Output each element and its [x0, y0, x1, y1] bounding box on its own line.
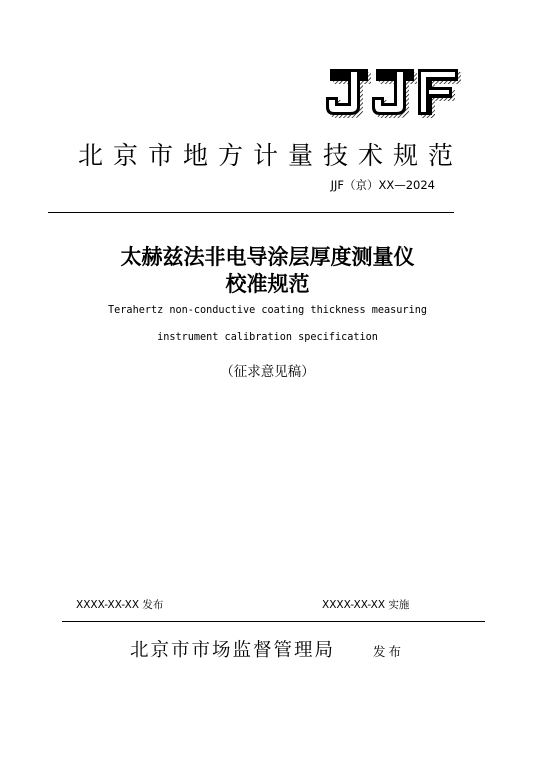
publish-date: XXXX-XX-XX 发布 — [76, 599, 164, 611]
draft-note: （征求意见稿） — [220, 364, 315, 380]
chinese-title-line-2: 校准规范 — [225, 272, 310, 296]
english-title-line-1: Terahertz non-conductive coating thickness measuring — [108, 305, 427, 316]
standard-code: JJF（京）XX—2024 — [330, 178, 435, 192]
issuing-authority: 北京市市场监督管理局 — [130, 640, 336, 661]
chinese-title-line-1: 太赫兹法非电导涂层厚度测量仪 — [120, 245, 415, 269]
footer-divider — [62, 621, 485, 622]
logo-letter-j-1 — [326, 69, 371, 118]
effective-date: XXXX-XX-XX 实施 — [322, 599, 410, 611]
jjf-logo — [324, 63, 462, 119]
standard-series-title: 北京市地方计量技术规范 — [77, 141, 463, 170]
header-divider — [48, 212, 454, 213]
logo-letter-f — [418, 69, 461, 118]
logo-letter-j-2 — [372, 69, 417, 118]
issuing-suffix: 发布 — [373, 644, 405, 659]
english-title-line-2: instrument calibration specification — [157, 332, 378, 343]
